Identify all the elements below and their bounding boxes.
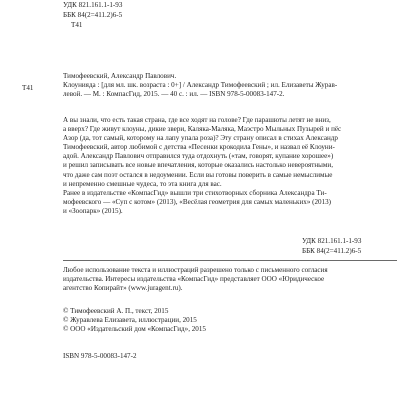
bbk-code-bottom: ББК 84(2=411.2)6-5	[302, 247, 362, 255]
annotation-line: Азор (да, тот самый, которому на лапу упала роза)? Эту страну описал в стихах Александр	[63, 134, 338, 143]
record-description	[63, 81, 337, 99]
annotation-line: и непременно смешные чудеса, то эта книга для вас.	[63, 179, 222, 188]
annotation-line: мофеевского — «Суп с котом» (2013), «Весёлая геометрия для самых маленьких» (2013)	[63, 197, 332, 206]
copyright-item: © ООО «Издательский дом «КомпасГид», 2015	[63, 325, 206, 334]
divider	[63, 260, 397, 261]
record-line: Клоунияда : [для мл. шк. возраста : 0+] / Александр Тимофеевский ; ил. Елизаветы Журав-	[63, 81, 338, 89]
annotation-line: Ранее в издательстве «КомпасГид» вышли три стихотворных сборника Александра Ти-	[63, 188, 327, 197]
copyright-item: © Журавлева Елизавета, иллюстрации, 2015	[63, 316, 197, 325]
annotation-line: что даже сам поэт остался в недоумении. Если вы готовы поверить в самые немыслимые	[63, 170, 333, 179]
bbk-code: ББК 84(2=411.2)6-5	[63, 11, 123, 19]
annotation-line: А вы знали, что есть такая страна, где все ходят на голове? Где парашюты летят не вниз,	[63, 116, 331, 124]
copyright-item: © Тимофеевский А. П., текст, 2015	[63, 307, 169, 315]
record-line: левой. — М. : КомпасГид, 2015. — 40 с. : ил. — ISBN 978-5-00083-147-2.	[63, 90, 285, 99]
annotation-line: Тимофеевский, автор любимой с детства «Песенки крокодила Гены», и назвал её Клоуни-	[63, 143, 335, 152]
annotation-line: и решил записывать все новые впечатления, которые оказались настолько невероятными,	[63, 161, 333, 170]
isbn: ISBN 978-5-00083-147-2	[63, 352, 137, 360]
udk-code: УДК 821.161.1-1-93	[63, 1, 123, 9]
annotation-line: и «Зоопарк» (2015).	[63, 206, 123, 215]
rights-line: агентство Копирайт» (www.juragent.ru).	[63, 284, 183, 293]
rights-line: Любое использование текста и иллюстраций разрешено только с письменного согласия	[63, 266, 328, 274]
annotation-line: адой. Александр Павлович отправился туда отдохнуть («там, говорят, купание хорошее»)	[63, 152, 334, 161]
rights-line: издательства. Интересы издательства «КомпасГид» представляет ООО «Юридическое	[63, 275, 325, 284]
record-author: Тимофеевский, Александр Павлович.	[63, 72, 177, 80]
annotation-line: а вверх? Где живут клоуны, дикие звери, Каляка-Маляка, Маэстро Мыльных Пузырей и пёс	[63, 125, 342, 134]
copyright-list	[63, 307, 206, 334]
author-mark: Т41	[71, 21, 83, 29]
udk-code-bottom: УДК 821.161.1-1-93	[302, 237, 362, 245]
record-side-code: Т41	[22, 84, 34, 92]
rights-notice	[63, 266, 328, 293]
annotation	[63, 116, 341, 216]
